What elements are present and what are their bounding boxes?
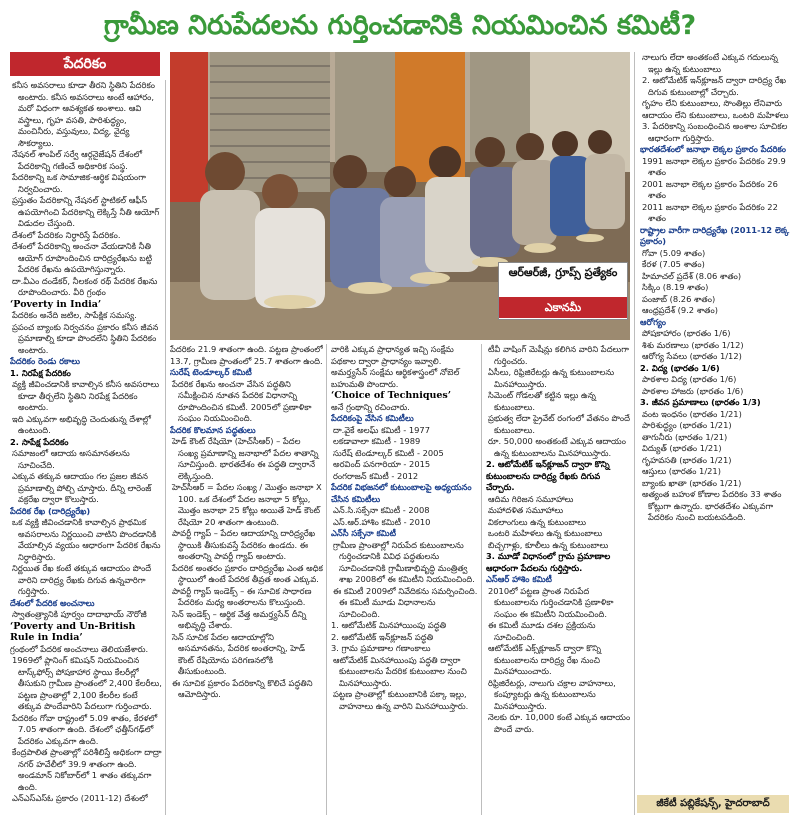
list-item: సమాజంలో ఆదాయ అసమానతలను సూచించేది. <box>12 448 130 470</box>
list-item: ఆంధ్రప్రదేశ్ (9.2 శాతం) <box>642 305 718 315</box>
paragraph: నేషనల్ శాంపిల్ సర్వే ఆర్గనైజేషన్ దేశంలో పేదరికాన్ని గణించే అధికారిక సంస్థ. <box>12 149 143 171</box>
paragraph: దేశంలో పేదరికాన్ని అంచనా వేయడానికి నీతి ఆయోగ్ రూపొందించిన దారిద్ర్యరేఖను బట్టి పేదరిక రేఖను ఉపయోగిస్తున్నారు. <box>12 241 152 274</box>
list-item: ఒంటరి మహిళలు ఉన్న కుటుంబాలు <box>488 528 603 538</box>
paragraph: దా.వీఎం దండేకర్, నీలకంఠ రథ్ పేదరిక రేఖను రూపొందించారు. వీరి గ్రంథం <box>12 275 158 297</box>
list-item: పోషకాహారం (భారతం 1/6) <box>642 328 731 338</box>
list-item: తాగునీరు (భారతం 1/21) <box>642 431 728 442</box>
list-item: లకడావాలా కమిటీ - 1989 <box>333 436 421 446</box>
column-1 <box>10 80 162 815</box>
list-item: ఎక్కువ తక్కువ ఆదాయం గల ప్రజల జీవన ప్రమాణాల్ని పోల్చి చూస్తారు. దీన్ని లారెంజ్ వక్రరేఖ ద్వారా కొలుస్తారు. <box>12 471 152 504</box>
list-item: పంజాబ్ (8.26 శాతం) <box>642 293 716 304</box>
list-item: బ్యాంకు ఖాతా (భారతం 1/21) <box>642 477 742 488</box>
byline-box <box>498 262 628 320</box>
list-item: హిమాచల్ ప్రదేశ్ (8.06 శాతం) <box>642 270 742 281</box>
paragraph: అత్యంత బహుళ కోణాల పేదరికం 33 శాతం కోట్లుగా ఉన్నారు. భారతదేశం ఎక్కువగా పేదరికం నుంచి బయటపడింది. <box>642 489 782 522</box>
list-item: నెలకు రూ. 10,000 కంటే ఎక్కువ ఆదాయం పొందే వారు. <box>488 712 631 734</box>
list-item: ఎస్.ఆర్.హాశిం కమిటీ - 2010 <box>333 516 431 527</box>
byline-section: ఎకానమీ <box>499 297 627 318</box>
list-item: 2. ఆటోమేటిక్ ఇన్‌క్లూజన్ ద్వారా దారిద్ర్య రేఖ దిగువ కుటుంబాల్లో చేర్చారు. <box>642 75 787 97</box>
list-item: రూ. 50,000 అంతకంటే ఎక్కువ ఆదాయం ఉన్న కుటుంబాలను మినహాయిస్తారు. <box>488 436 626 458</box>
list-item: విద్యుత్ (భారతం 1/21) <box>642 443 722 453</box>
list-item: ఎన్.సి.సక్సేనా కమిటీ - 2008 <box>333 505 430 515</box>
column-divider <box>634 52 635 815</box>
paragraph: వారికి ఎక్కువ ప్రాధాన్యత ఇచ్చి సంక్షేమ పథకాల ద్వారా ప్రాధాన్యం ఇవ్వాలి. అమర్త్యసేన్ సంక్షేమ ఆర్థికశాస్త్రంలో నోబెల్ బహుమతి పొందారు. <box>331 344 460 389</box>
list-item: రంగరాజన్ కమిటీ - 2012 <box>333 470 419 481</box>
list-item: వికలాంగులు ఉన్న కుటుంబాలు <box>488 516 587 527</box>
paragraph: పేదరికం 21.9 శాతంగా ఉంది. పట్టణ ప్రాంతంలో 13.7, గ్రామీణ ప్రాంతంలో 25.7 శాతంగా ఉంది. <box>170 344 323 366</box>
list-item: సెన్ ఇండెక్స్ – ఆర్థిక వేత్త అమర్త్యసేన్ దీన్ని అభివృద్ధి చేశారు. <box>172 608 307 630</box>
column-divider <box>481 344 482 815</box>
list-item: ఒక వ్యక్తి జీవించడానికి కావాల్సిన ప్రాథమిక అవసరాలను నిర్ణయించి వాటిని పొందడానికి వేయాల్సిన వ్యయం ఆధారంగా పేదరిక రేఖను నిర్ధారిస్తారు. <box>12 517 161 562</box>
byline-name: ఆర్‌ఆర్‌జీ, గ్రూప్స్‌ ప్రత్యేకం <box>508 266 618 279</box>
paragraph: పేదరికం అనేది జటిల, సాపేక్షిక సమస్య. <box>12 310 137 320</box>
section-heading: దేశంలో పేదరిక అంచనాలు <box>10 597 95 608</box>
paragraph: ప్రపంచ బ్యాంకు నిర్వచనం ప్రకారం కనీస జీవన ప్రమాణాల్ని కూడా పొందలేని స్థితిని పేదరికం అంటారు. <box>12 321 159 355</box>
column-5 <box>640 52 792 792</box>
list-item: గృహం లేని కుటుంబాలు, సొంతిల్లు లేనివారు <box>642 98 782 108</box>
list-item: ఆదాయం లేని కుటుంబాలు, ఒంటరి మహిళలు <box>642 109 789 120</box>
list-item: ఇది ఎక్కువగా అభివృద్ధి చెందుతున్న దేశాల్లో ఉంటుంది. <box>12 413 151 435</box>
paragraph: ప్రస్తుతం పేదరికాన్ని నేషనల్ స్టాటికల్ ఆఫీస్ ఉపయోగించి పేదరికాన్ని లెక్కిస్తే నీతి ఆయోగ్ విడుదల చేస్తుంది. <box>12 195 160 228</box>
section-heading: ఆరోగ్యం <box>640 316 666 327</box>
list-item: ఆస్తులు (భారతం 1/21) <box>642 466 721 476</box>
list-item: పారిశుద్ధ్యం (భారతం 1/21) <box>642 420 732 430</box>
list-item: 3. పేదరికాన్ని సంబంధించిన అంశాల సూచికల ఆధారంగా గుర్తిస్తారు. <box>642 121 788 143</box>
list-item: బిచ్చగాళ్లు, కూలీలు ఉన్న కుటుంబాలు <box>488 539 609 550</box>
sub-heading: 2. సాపేక్ష పేదరికం <box>10 436 69 447</box>
list-item: పాఠశాల విద్య (భారతం 1/6) <box>642 374 737 384</box>
list-item: సిక్కిం (8.19 శాతం) <box>642 282 709 292</box>
sub-heading: 1. నిరపేక్ష పేదరికం <box>10 367 71 378</box>
list-item: కేంద్రపాలిత ప్రాంతాల్లో పరిశీలిస్తే అధికంగా దాద్రా నగర్ హవేలీలో 39.9 శాతంగా ఉంది. అండమాన్ నికోబార్‌లో 1 శాతం తక్కువగా ఉంది. <box>12 747 162 792</box>
book-title: ‘Poverty and Un-British Rule in India’ <box>10 620 136 643</box>
list-item: నిర్ణయిత రేఖ కంటే తక్కువ ఆదాయం పొందే వారిని దారిద్ర్య రేఖకు దిగువ ఉన్నవారిగా గుర్తిస్తారు. <box>12 563 152 596</box>
section-heading: ఎన్‌సీ సక్సేనా కమిటీ <box>331 528 396 538</box>
list-item: కేరళ (7.05 శాతం) <box>642 259 705 269</box>
list-item: 1. ఆటోమేటిక్ మినహాయింపు పద్ధతి <box>331 620 447 630</box>
list-item: రిఫ్రిజిరేటర్లు, నాలుగు చక్రాల వాహనాలు, కంప్యూటర్లు ఉన్న కుటుంబాలను మినహాయిస్తారు. <box>488 677 616 711</box>
list-item: 2. ఆటోమేటిక్ ఇన్‌క్లూజన్ పద్ధతి <box>331 631 434 642</box>
list-item: పాఠశాల హాజరు (భారతం 1/6) <box>642 385 744 396</box>
column-divider <box>326 344 327 815</box>
list-item: ఈ కమిటీ 2009లో నివేదికను సమర్పించింది. ఈ కమిటీ మూడు విధానాలను సూచించింది. <box>333 585 478 619</box>
list-item: ఆటోమేటిక్ మినహాయింపు పద్ధతి ద్వారా కుటుంబాలను పేదరిక కుటుంబాల నుంచి మినహాయిస్తారు. <box>333 654 467 688</box>
paragraph: కనీస అవసరాలు కూడా తీరని స్థితిని పేదరికం అంటారు. కనీస అవసరాలు అంటే ఆహారం, మరో విధంగా ఆవశ్యకత అంశాలు. ఆవి వస్త్రాలు, గృహ వసతి, పారిశుద్ధ్యం, మంచినీరు, వస్తువులు, విద్య, వైద్య సౌకర్యాలు. <box>12 80 155 148</box>
list-item: వ్యక్తి జీవించడానికి కావాల్సిన కనీస అవసరాలు కూడా తీర్చలేని స్థితిని నిరపేక్ష పేదరికం అంటారు. <box>12 379 160 412</box>
sub-heading: 3. మూడో విధానంలో గ్రామ ప్రమాణాల ఆధారంగా పేదలను గుర్తిస్తారు. <box>486 551 611 573</box>
list-item: ఈ కమిటీ మూడు దశల ప్రక్రియను సూచించింది. <box>488 620 596 642</box>
section-heading: ఎస్‌ఆర్ హాశిం కమిటీ <box>486 574 552 584</box>
list-item: వంట ఇంధనం (భారతం 1/21) <box>642 408 742 419</box>
list-item: పేదరిక అంతరం ప్రకారం దారిద్ర్యరేఖ ఎంత అధిక స్థాయిలో ఉంటే పేదరిక తీవ్రత అంత ఎక్కువ. <box>172 562 323 584</box>
column-divider <box>165 80 166 815</box>
paragraph: అనే గ్రంథాన్ని రచించారు. <box>331 401 410 412</box>
list-item: ఆరోగ్య సేవలు (భారతం 1/12) <box>642 351 742 361</box>
section-heading: రాష్ట్రాల వారీగా దారిద్ర్యరేఖ (2011-12 లెక్క ప్రకారం) <box>640 224 790 246</box>
list-item: గృహవసతి (భారతం 1/21) <box>642 454 732 465</box>
list-item: ఎన్ఎస్ఎస్ఓ ప్రకారం (2011-12) దేశంలో <box>12 793 148 803</box>
column-4 <box>486 344 631 815</box>
topic-label: పేదరికం <box>10 52 160 76</box>
sub-heading: 2. విద్య (భారతం 1/6) <box>640 362 720 373</box>
sub-heading: 2. ఆటోమేటిక్ ఇన్‌క్లూజన్ ద్వారా కొన్ని కుటుంబాలను దారిద్ర్య రేఖకు దిగువ చేర్చారు. <box>486 459 610 492</box>
list-item: 2010లో పట్టణ ప్రాంత నిరుపేద కుటుంబాలను గుర్తించడానికి ప్రణాళికా సంఘం ఈ కమిటీని నియమించింది. <box>488 585 614 619</box>
section-heading: పేదరిక విభజనలో కుటుంబాలపై అధ్యయనం చేసిన కమిటీలు <box>331 482 472 504</box>
section-heading: సురేష్ టెండూల్కర్ కమిటీ <box>170 367 252 377</box>
list-item: 2011 జనాభా లెక్కల ప్రకారం పేదరికం 22 శాతం <box>642 201 778 223</box>
list-item: ఆదిమ గిరిజన సమూహాలు <box>488 493 574 504</box>
headline: గ్రామీణ నిరుపేదలను గుర్తించడానికి నియమించిన కమిటీ? <box>103 10 697 41</box>
section-heading: పేదరికంపై వేసిన కమిటీలు <box>331 413 414 423</box>
column-2 <box>170 344 323 815</box>
list-item: పావర్టీ గ్యాప్ – పేదల ఆదాయాన్ని దారిద్ర్యరేఖ స్థాయికి తీసుకువస్తే పేదరికం ఉండదు. ఈ అంతరాన్ని పావర్టీ గ్యాప్ అంటారు. <box>172 528 316 561</box>
list-item: హెడ్ కౌంట్ రేషియో (హెచ్‌సీఆర్) – పేదల సంఖ్య ప్రమాణాన్ని జనాభాలో పేదల శాతాన్ని సూచిస్తుంది. భారతదేశం ఈ పద్ధతి ద్వారానే లెక్కిస్తుంది. <box>172 436 319 481</box>
section-heading: భారతదేశంలో జనాభా లెక్కల ప్రకారం పేదరికం <box>640 144 786 154</box>
list-item: టీవీ వాషింగ్ మెషీన్లు కలిగిన వారిని పేదలుగా గుర్తించరు. <box>488 344 629 366</box>
sub-heading: 3. జీవన ప్రమాణాలు (భారతం 1/3) <box>640 397 761 407</box>
paragraph: గ్రంథంలో పేదరిక అంచనాలు తెలియజేశారు. <box>10 643 149 654</box>
list-item: నాలుగు లేదా అంతకంటే ఎక్కువ గదులున్న ఇల్లు ఉన్న కుటుంబాలు <box>642 52 778 74</box>
list-item: పట్టణ ప్రాంతాల్లో కుటుంబానికి పక్కా ఇల్లు, వాహనాలు ఉన్న వారిని మినహాయిస్తారు. <box>333 689 469 711</box>
list-item: మహాదళిత సమూహాలు <box>488 505 564 515</box>
book-title: ‘Choice of Techniques’ <box>331 390 452 401</box>
list-item: గ్రామీణ ప్రాంతాల్లో నిరుపేద కుటుంబాలను గుర్తించడానికి వివిధ పద్ధతులను సూచించడానికి గ్రామీణాభివృద్ధి మంత్రిత్వ శాఖ 2008లో ఈ కమిటీని నియమించింది. <box>333 539 475 584</box>
list-item: ఆటోమేటిక్ ఎక్స్‌క్లూజన్ ద్వారా కొన్ని కుటుంబాలను దారిద్ర్య రేఖ నుంచి మినహాయించారు. <box>488 643 602 676</box>
list-item: పేదరిక రేఖను అంచనా వేసిన పద్ధతిని సమీక్షించిన నూతన పేదరిక విధానాన్ని రూపొందించిన కమిటీ. 2005లో ప్రణాళికా సంఘం నియమించింది. <box>172 378 312 423</box>
column-3 <box>331 344 478 815</box>
list-item: సిమెంట్ గోడలతో కట్టిన ఇల్లు ఉన్న కుటుంబాలు. <box>488 390 596 412</box>
list-item: 1969లో ప్లానింగ్ కమిషన్ నియమించిన టాస్క్‌ఫోర్స్ పోషకాహార స్థాయి కేలరీల్లో తీసుకుని గ్రామీణ ప్రాంతంలో 2,400 కేలరీలు, పట్టణ ప్రాంతాల్లో 2,100 కేలరీల కంటే తక్కువ పొందేవారిని పేదలుగా గుర్తించారు. <box>12 655 162 711</box>
list-item: శిశు మరణాలు (భారతం 1/12) <box>642 339 744 350</box>
list-item: 3. గ్రామ ప్రమాణాల గణాంకాలు <box>331 643 431 653</box>
list-item: 2001 జనాభా లెక్కల ప్రకారం పేదరికం 26 శాతం <box>642 178 778 200</box>
section-heading: పేదరిక కొలమాన పద్ధతులు <box>170 424 256 435</box>
list-item: అరవింద్ పనగారియా - 2015 <box>333 459 431 469</box>
list-item: స్వాతంత్ర్యానికి పూర్వం దాదాభాయ్ నౌరోజీ <box>12 609 147 619</box>
list-item: 1991 జనాభా లెక్కల ప్రకారం పేదరికం 29.9 శాతం <box>642 155 786 177</box>
section-heading: పేదరికం రెండు రకాలు <box>10 356 80 366</box>
section-heading: పేదరిక రేఖ (దారిద్ర్యరేఖ) <box>10 505 91 516</box>
book-title: ‘Poverty in India’ <box>10 298 102 310</box>
list-item: ఏసీలు, రిఫ్రిజిరేటర్లు ఉన్న కుటుంబాలను మినహాయిస్తారు. <box>488 367 615 389</box>
list-item: దా.వైకే అలఘ్ కమిటీ - 1977 <box>333 424 430 435</box>
list-item: సెన్ సూచిక పేదల ఆదాయాల్లోని అసమానతను, పేదరిక అంతరాన్ని, హెడ్ కౌంట్ రేషియోను పరిగణనలోకి తీసుకుంటుంది. <box>172 631 305 676</box>
list-item: హెచ్‌సీఆర్ = పేదల సంఖ్య / మొత్తం జనాభా X 100. ఒక దేశంలో పేదల జనాభా 5 కోట్లు, మొత్తం జనాభా 25 కోట్లు అయితే హెడ్ కౌంట్ రేషియో 20 శాతంగా ఉంటుంది. <box>172 482 322 527</box>
publisher-credit: జీకేటీ పబ్లికేషన్స్‌, హైదరాబాద్‌ <box>637 795 789 813</box>
list-item: గోవా (5.09 శాతం) <box>642 247 706 258</box>
list-item: ప్రభుత్వ లేదా ప్రైవేట్ రంగంలో వేతనం పొందే కుటుంబాలు. <box>488 413 630 435</box>
paragraph: దేశంలో పేదరికం నిర్ధారిస్తే పేదరికం. <box>12 229 121 240</box>
list-item: సురేష్ టెండూల్కర్ కమిటీ - 2005 <box>333 447 444 458</box>
paragraph: పేదరికాన్ని ఒక సామాజిక-ఆర్థిక విషయంగా నిర్వచించారు. <box>12 172 146 194</box>
list-item: ఈ సూచిక ప్రకారం పేదరికాన్ని కొలిచే పద్ధతిని ఆమోదిస్తారు. <box>172 677 313 699</box>
list-item: పేదరికం గోవా రాష్ట్రంలో 5.09 శాతం, కేరళలో 7.05 శాతంగా ఉంది. దేశంలో ఛత్తీస్‌గఢ్‌లో పేదరికం ఎక్కువగా ఉంది. <box>12 712 158 746</box>
list-item: పావర్టీ గ్యాప్ ఇండెక్స్ – ఈ సూచిక సాధారణ పేదరికం మధ్య అంతరాలను కొలుస్తుంది. <box>172 585 312 607</box>
